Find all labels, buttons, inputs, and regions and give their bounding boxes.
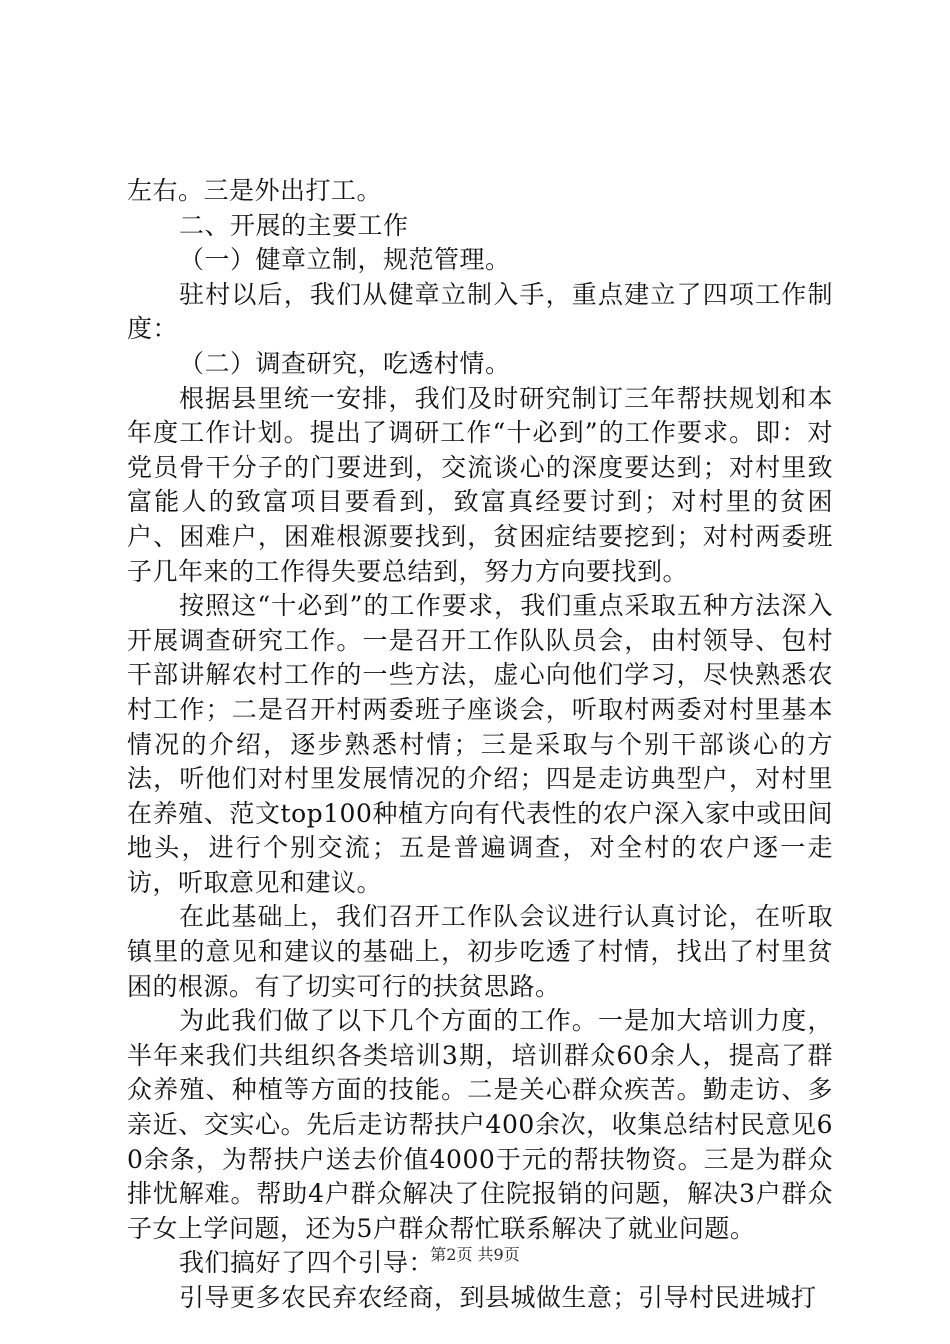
page-number-footer: 第2页 共9页 [430, 1245, 520, 1264]
subsection-heading: （二）调查研究，吃透村情。 [179, 348, 511, 378]
subsection-heading: （一）健章立制，规范管理。 [179, 245, 511, 275]
paragraph: 为此我们做了以下几个方面的工作。一是加大培训力度，半年来我们共组织各类培训3期，培训群众60余人，提高了群众养殖、种植等方面的技能。二是关心群众疾苦。勤走访、多亲近、交实心。先后走访帮扶户400余次，收集总结村民意见60余条，为帮扶户送去价值4000于元的帮扶物资。三是为群众排忧解难。帮助4户群众解决了住院报销的问题，解决3户群众子女上学问题，还为5户群众帮忙联系解决了就业问题。 [127, 1006, 833, 1243]
section-heading: 二、开展的主要工作 [179, 210, 409, 240]
paragraph: 我们搞好了四个引导： [179, 1248, 435, 1278]
paragraph: 左右。三是外出打工。 [127, 176, 383, 205]
paragraph: 根据县里统一安排，我们及时研究制订三年帮扶规划和本年度工作计划。提出了调研工作“十必到”的工作要求。即：对党员骨干分子的门要进到，交流谈心的深度要达到；对村里致富能人的致富项目要看到，致富真经要讨到；对村里的贫困户、困难户，困难根源要找到，贫困症结要挖到；对村两委班子几年来的工作得失要总结到，努力方向要找到。 [127, 383, 833, 586]
document-body [127, 174, 833, 1316]
paragraph: 按照这“十必到”的工作要求，我们重点采取五种方法深入开展调查研究工作。一是召开工作队队员会，由村领导、包村干部讲解农村工作的一些方法，虚心向他们学习，尽快熟悉农村工作；二是召开村两委班子座谈会，听取村两委对村里基本情况的介绍，逐步熟悉村情；三是采取与个别干部谈心的方法，听他们对村里发展情况的介绍；四是走访典型户，对村里在养殖、范文top100种植方向有代表性的农户深入家中或田间地头，进行个别交流；五是普遍调查，对全村的农户逐一走访，听取意见和建议。 [127, 591, 833, 897]
paragraph: 引导更多农民弃农经商，到县城做生意；引导村民进城打 [179, 1283, 817, 1312]
paragraph: 驻村以后，我们从健章立制入手，重点建立了四项工作制度： [127, 279, 833, 344]
paragraph: 在此基础上，我们召开工作队会议进行认真讨论，在听取镇里的意见和建议的基础上，初步吃透了村情，找出了村里贫困的根源。有了切实可行的扶贫思路。 [127, 902, 833, 1001]
